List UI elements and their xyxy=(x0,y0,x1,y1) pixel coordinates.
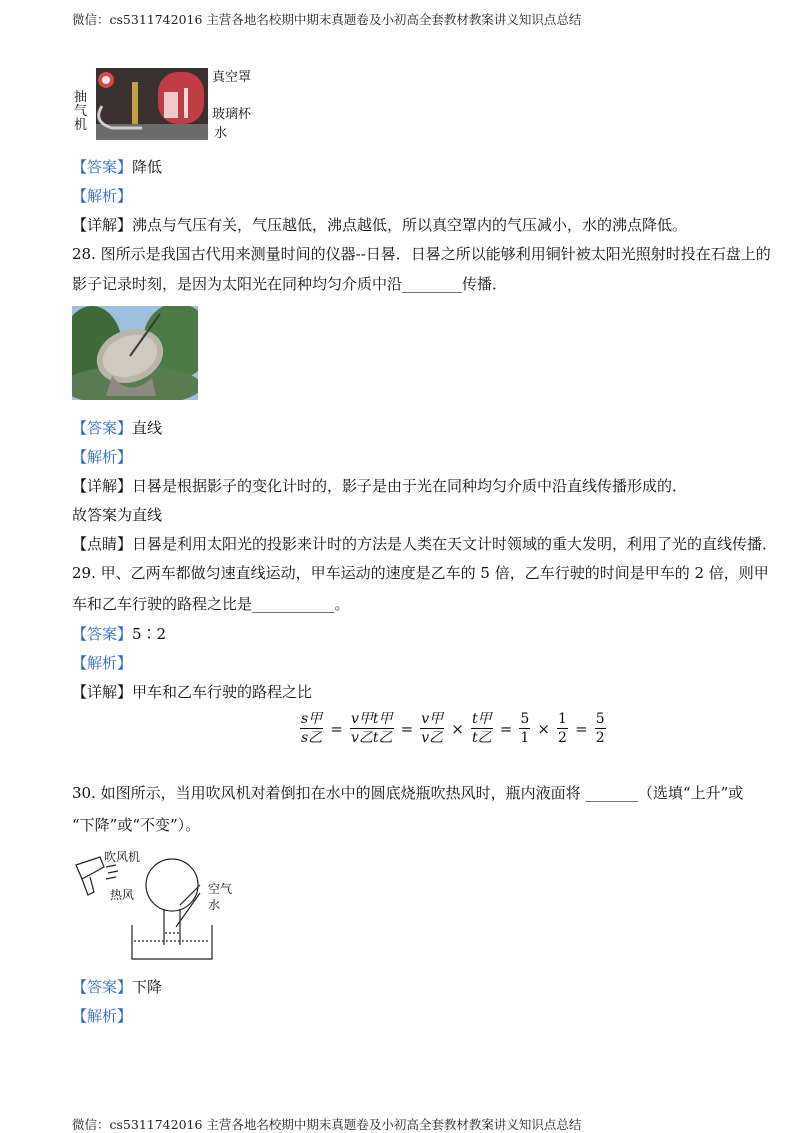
detail-text: 沸点与气压有关，气压越低，沸点越低，所以真空罩内的气压减小，水的沸点降低。 xyxy=(132,216,688,234)
q30-question-line2: “下降”或“不变”）。 xyxy=(72,816,201,834)
equals-sign: = xyxy=(499,719,513,738)
label-pump-1: 抽 xyxy=(74,90,88,105)
hair-dryer-flask-figure xyxy=(72,845,252,965)
q27-detail xyxy=(72,214,687,235)
q28-analysis xyxy=(72,446,132,467)
q30-question-line1: 30. 如图所示，当用吹风机对着倒扣在水中的圆底烧瓶吹热风时，瓶内液面将 _______（选填“上升”或 xyxy=(72,784,744,802)
q30-analysis xyxy=(72,1005,132,1026)
page-footer: 微信：cs5311742016 主营各地名校期中期末真题卷及小初高全套教材教案讲义知识点总结 xyxy=(72,1117,582,1132)
label-glass-cup: 玻璃杯 xyxy=(212,107,252,122)
analysis-tag: 【解析】 xyxy=(72,654,133,672)
answer-text: 5∶2 xyxy=(132,625,167,643)
label-water: 水 xyxy=(208,898,221,912)
flask-illustration xyxy=(72,845,252,965)
detail-tag: 【详解】 xyxy=(72,683,133,701)
equals-sign: = xyxy=(400,719,414,738)
detail-tag: 【详解】 xyxy=(72,216,133,234)
q28-conclusion: 故答案为直线 xyxy=(72,506,163,524)
analysis-tag: 【解析】 xyxy=(72,448,133,466)
sundial-photo xyxy=(72,306,198,400)
sundial-illustration xyxy=(72,306,198,400)
fraction-vt: $\frac{\text{v甲t甲}}{\text{v乙t乙}}$ xyxy=(350,711,393,746)
label-pump-3: 机 xyxy=(74,118,88,133)
fraction-1-2: $\frac{1}{2}$ xyxy=(558,711,567,746)
label-air: 空气 xyxy=(208,882,233,896)
q29-analysis xyxy=(72,652,132,673)
label-water: 水 xyxy=(214,126,228,141)
q28-question-line2: 影子记录时刻，是因为太阳光在同种均匀介质中沿________传播． xyxy=(72,275,508,293)
q28-comment xyxy=(72,533,777,554)
fraction-5-2: $\frac{5}{2}$ xyxy=(595,711,605,746)
fraction-5-1: $\frac{5}{1}$ xyxy=(520,711,530,746)
q27-analysis xyxy=(72,185,132,206)
analysis-tag: 【解析】 xyxy=(72,1007,133,1025)
answer-text: 直线 xyxy=(132,419,163,437)
page-header: 微信：cs5311742016 主营各地名校期中期末真题卷及小初高全套教材教案讲义知识点总结 xyxy=(72,12,582,27)
fraction-s: $\frac{\text{s甲}}{\text{s乙}}$ xyxy=(301,711,323,746)
detail-tag: 【详解】 xyxy=(72,477,133,495)
q27-answer xyxy=(72,156,162,177)
q30-answer xyxy=(72,976,162,997)
times-sign: × xyxy=(537,719,550,738)
q29-detail xyxy=(72,681,312,702)
label-pump-2: 气 xyxy=(74,104,88,119)
times-sign: × xyxy=(451,719,464,738)
ratio-formula xyxy=(300,710,606,747)
q28-detail xyxy=(72,475,687,496)
answer-text: 下降 xyxy=(132,978,163,996)
answer-text: 降低 xyxy=(132,158,163,176)
answer-tag: 【答案】 xyxy=(72,625,133,643)
comment-text: 日晷是利用太阳光的投影来计时的方法是人类在天文计时领域的重大发明，利用了光的直线传播． xyxy=(132,535,778,553)
detail-text: 甲车和乙车行驶的路程之比 xyxy=(132,683,313,701)
fraction-v: $\frac{\text{v甲}}{\text{v乙}}$ xyxy=(421,711,444,746)
q28-question-line1: 28. 图所示是我国古代用来测量时间的仪器--日晷．日晷之所以能够利用铜针被太阳光照射时投在石盘上的 xyxy=(72,245,771,263)
detail-text: 日晷是根据影子的变化计时的，影子是由于光在同种均匀介质中沿直线传播形成的． xyxy=(132,477,688,495)
answer-tag: 【答案】 xyxy=(72,419,133,437)
comment-tag: 【点睛】 xyxy=(72,535,133,553)
equals-sign: = xyxy=(330,719,343,738)
answer-tag: 【答案】 xyxy=(72,158,133,176)
q29-question-line1: 29. 甲、乙两车都做匀速直线运动，甲车运动的速度是乙车的 5 倍，乙车行驶的时间是甲车的 2 倍，则甲 xyxy=(72,564,769,582)
equals-sign: = xyxy=(575,719,588,738)
fraction-t: $\frac{\text{t甲}}{\text{t乙}}$ xyxy=(471,711,492,746)
label-hot-air: 热风 xyxy=(110,888,135,902)
q29-question-line2: 车和乙车行驶的路程之比是___________。 xyxy=(72,595,350,613)
analysis-tag: 【解析】 xyxy=(72,187,133,205)
q28-answer xyxy=(72,417,162,438)
q29-answer xyxy=(72,623,166,644)
label-vacuum-cover: 真空罩 xyxy=(212,70,252,85)
answer-tag: 【答案】 xyxy=(72,978,133,996)
label-hair-dryer: 吹风机 xyxy=(104,850,141,864)
